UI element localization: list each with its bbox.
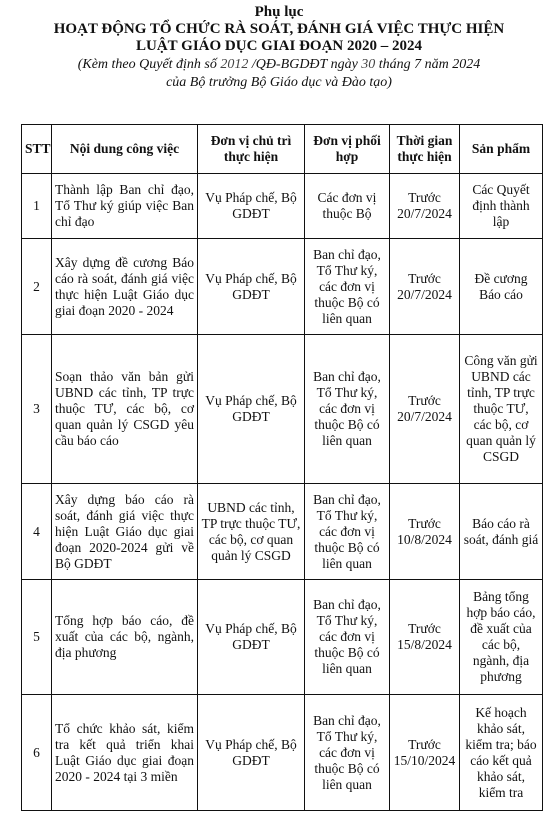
cell-product: Công văn gửi UBND các tỉnh, TP trực thuộc TƯ, các bộ, cơ quan quản lý CSGD	[460, 335, 543, 484]
cell-product: Đề cương Báo cáo	[460, 239, 543, 335]
decision-number: 2012	[220, 57, 249, 72]
cell-stt: 4	[22, 484, 52, 580]
cell-time: Trước 20/7/2024	[390, 174, 460, 239]
cell-lead-unit: Vụ Pháp chế, Bộ GDĐT	[198, 580, 305, 695]
cell-time: Trước 15/10/2024	[390, 695, 460, 811]
column-header-product: Sản phẩm	[460, 125, 543, 174]
table-row	[22, 335, 543, 484]
cell-stt: 5	[22, 580, 52, 695]
column-header-stt: STT	[22, 125, 52, 174]
cell-product: Kế hoạch khảo sát, kiểm tra; báo cáo kết quả khảo sát, kiểm tra	[460, 695, 543, 811]
document-title-line-2: LUẬT GIÁO DỤC GIAI ĐOẠN 2020 – 2024	[136, 38, 422, 54]
column-header-time: Thời gian thực hiện	[390, 125, 460, 174]
cell-content: Soạn thảo văn bản gửi UBND các tỉnh, TP trực thuộc TƯ, các bộ, cơ quan quản lý CSGD yêu cầu báo cáo	[52, 335, 198, 484]
column-header-content: Nội dung công việc	[52, 125, 198, 174]
cell-time: Trước 10/8/2024	[390, 484, 460, 580]
cell-time: Trước 15/8/2024	[390, 580, 460, 695]
decision-suffix: tháng 7 năm 2024	[375, 57, 481, 72]
cell-product: Báo cáo rà soát, đánh giá	[460, 484, 543, 580]
cell-coop-unit: Ban chỉ đạo, Tổ Thư ký, các đơn vị thuộc Bộ có liên quan	[305, 484, 390, 580]
cell-stt: 2	[22, 239, 52, 335]
document-title-line-1: HOẠT ĐỘNG TỔ CHỨC RÀ SOÁT, ĐÁNH GIÁ VIỆC THỰC HIỆN	[53, 21, 505, 37]
table-row	[22, 695, 543, 811]
decision-day: 30	[361, 57, 376, 72]
cell-time: Trước 20/7/2024	[390, 335, 460, 484]
column-header-lead-unit: Đơn vị chủ trì thực hiện	[198, 125, 305, 174]
decision-mid: /QĐ-BGDĐT ngày	[248, 57, 362, 72]
cell-stt: 3	[22, 335, 52, 484]
appendix-label: Phụ lục	[254, 4, 304, 20]
cell-coop-unit: Ban chỉ đạo, Tổ Thư ký, các đơn vị thuộc Bộ có liên quan	[305, 239, 390, 335]
cell-coop-unit: Ban chỉ đạo, Tổ Thư ký, các đơn vị thuộc Bộ có liên quan	[305, 580, 390, 695]
cell-product: Các Quyết định thành lập	[460, 174, 543, 239]
cell-coop-unit: Ban chỉ đạo, Tổ Thư ký, các đơn vị thuộc Bộ có liên quan	[305, 335, 390, 484]
decision-reference	[0, 56, 558, 73]
cell-lead-unit: Vụ Pháp chế, Bộ GDĐT	[198, 174, 305, 239]
cell-content: Xây dựng báo cáo rà soát, đánh giá việc thực hiện Luật Giáo dục giai đoạn 2020-2024 gửi về Bộ GDĐT	[52, 484, 198, 580]
cell-content: Tổng hợp báo cáo, đề xuất của các bộ, ngành, địa phương	[52, 580, 198, 695]
document-header	[0, 4, 558, 91]
cell-lead-unit: UBND các tỉnh, TP trực thuộc TƯ, các bộ, cơ quan quản lý CSGD	[198, 484, 305, 580]
table-row	[22, 174, 543, 239]
cell-coop-unit: Các đơn vị thuộc Bộ	[305, 174, 390, 239]
activity-table	[21, 124, 543, 811]
table-header-row	[22, 125, 543, 174]
table-row	[22, 239, 543, 335]
cell-time: Trước 20/7/2024	[390, 239, 460, 335]
cell-lead-unit: Vụ Pháp chế, Bộ GDĐT	[198, 335, 305, 484]
cell-lead-unit: Vụ Pháp chế, Bộ GDĐT	[198, 239, 305, 335]
cell-product: Bảng tổng hợp báo cáo, đề xuất của các bộ, ngành, địa phương	[460, 580, 543, 695]
cell-stt: 1	[22, 174, 52, 239]
table-row	[22, 580, 543, 695]
decision-prefix: (Kèm theo Quyết định số	[77, 57, 221, 72]
cell-coop-unit: Ban chỉ đạo, Tổ Thư ký, các đơn vị thuộc Bộ có liên quan	[305, 695, 390, 811]
cell-lead-unit: Vụ Pháp chế, Bộ GDĐT	[198, 695, 305, 811]
column-header-coop-unit: Đơn vị phối hợp	[305, 125, 390, 174]
table-row	[22, 484, 543, 580]
decision-issuer: của Bộ trưởng Bộ Giáo dục và Đào tạo)	[166, 75, 392, 90]
cell-stt: 6	[22, 695, 52, 811]
cell-content: Xây dựng đề cương Báo cáo rà soát, đánh giá việc thực hiện Luật Giáo dục giai đoạn 2020 - 2024	[52, 239, 198, 335]
cell-content: Tổ chức khảo sát, kiểm tra kết quả triển khai Luật Giáo dục giai đoạn 2020 - 2024 tại 3 miền	[52, 695, 198, 811]
cell-content: Thành lập Ban chỉ đạo, Tổ Thư ký giúp việc Ban chỉ đạo	[52, 174, 198, 239]
